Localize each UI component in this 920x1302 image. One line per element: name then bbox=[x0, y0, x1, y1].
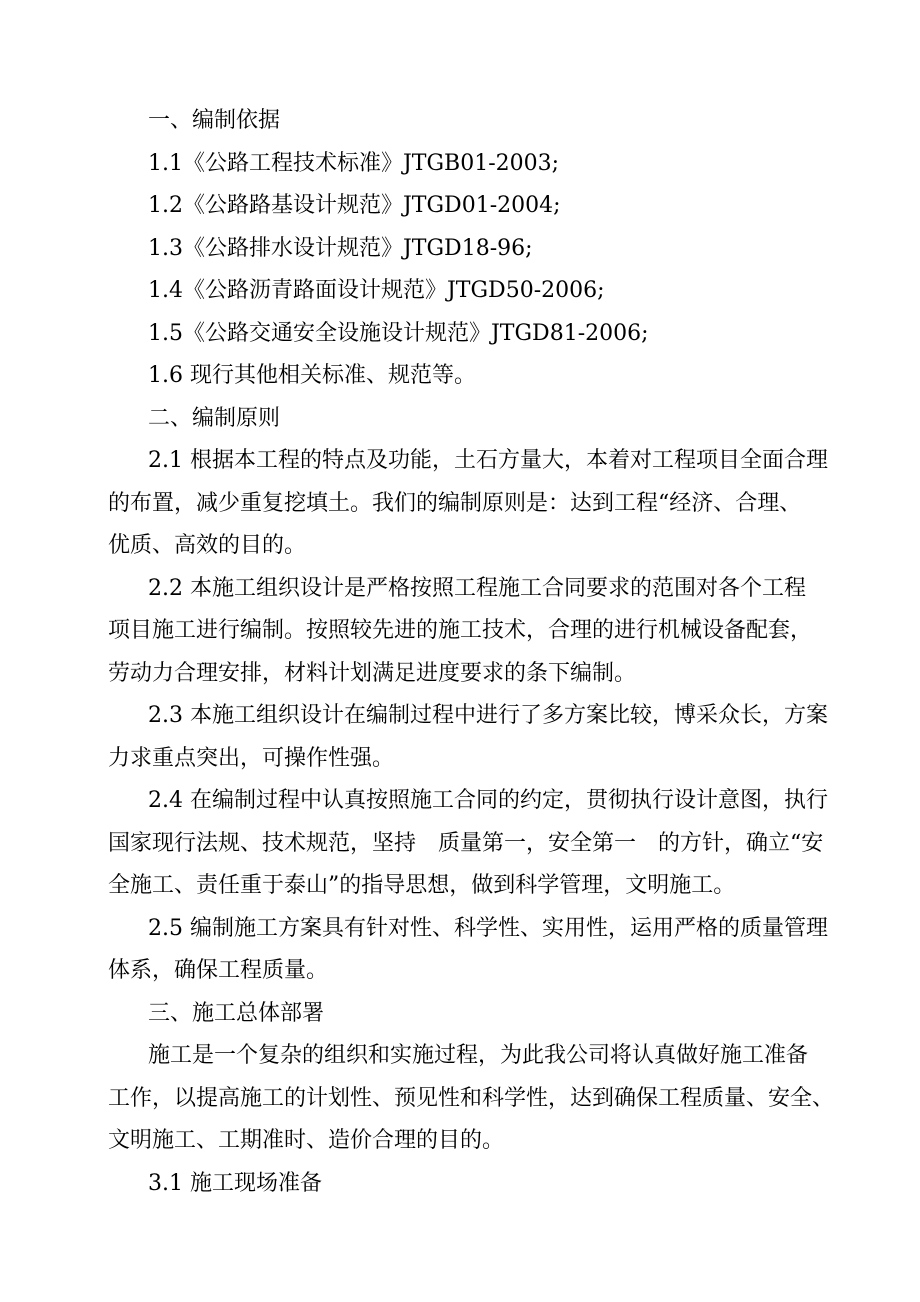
paragraph-line: 全施工、责任重于泰山”的指导思想，做到科学管理，文明施工。 bbox=[108, 873, 736, 898]
reference-item: 1.1《公路工程技术标准》JTGB01-2003; bbox=[148, 150, 560, 176]
paragraph-line: 国家现行法规、技术规范，坚持 质量第一，安全第一 的方针，确立“安 bbox=[108, 830, 824, 856]
paragraph-2-4 bbox=[108, 780, 828, 908]
paragraph-line: 项目施工进行编制。按照较先进的施工技术，合理的进行机械设备配套， bbox=[108, 618, 813, 643]
reference-item: 1.6 现行其他相关标准、规范等。 bbox=[148, 363, 476, 388]
subsection-heading-site-prep: 3.1 施工现场准备 bbox=[148, 1170, 322, 1196]
paragraph-line: 力求重点突出，可操作性强。 bbox=[108, 745, 395, 771]
paragraph-line: 体系，确保工程质量。 bbox=[108, 958, 329, 983]
paragraph-line: 2.5 编制施工方案具有针对性、科学性、实用性，运用严格的质量管理 bbox=[148, 915, 828, 941]
paragraph-line: 优质、高效的目的。 bbox=[108, 533, 307, 558]
paragraph-line: 施工是一个复杂的组织和实施过程，为此我公司将认真做好施工准备 bbox=[148, 1043, 809, 1068]
reference-item: 1.5《公路交通安全设施设计规范》JTGD81-2006; bbox=[148, 320, 649, 346]
section-heading-principles: 二、编制原则 bbox=[148, 405, 281, 431]
document-body bbox=[108, 100, 835, 1205]
paragraph-2-2 bbox=[108, 568, 812, 696]
paragraph-line: 2.4 在编制过程中认真按照施工合同的约定，贯彻执行设计意图，执行 bbox=[148, 788, 828, 813]
paragraph-line: 2.1 根据本工程的特点及功能，土石方量大，本着对工程项目全面合理 bbox=[148, 448, 828, 473]
reference-item: 1.3《公路排水设计规范》JTGD18-96; bbox=[148, 235, 533, 261]
paragraph-line: 2.3 本施工组织设计在编制过程中进行了多方案比较，博采众长，方案 bbox=[148, 703, 828, 728]
paragraph-line: 的布置，减少重复挖填土。我们的编制原则是：达到工程“经济、合理、 bbox=[108, 490, 802, 516]
paragraph-2-5 bbox=[108, 908, 828, 993]
reference-item: 1.4《公路沥青路面设计规范》JTGD50-2006; bbox=[148, 278, 605, 303]
reference-item: 1.2《公路路基设计规范》JTGD01-2004; bbox=[148, 193, 561, 218]
paragraph-line: 2.2 本施工组织设计是严格按照工程施工合同要求的范围对各个工程 bbox=[148, 575, 806, 601]
paragraph-line: 文明施工、工期准时、造价合理的目的。 bbox=[108, 1128, 505, 1153]
paragraph-line: 劳动力合理安排，材料计划满足进度要求的条下编制。 bbox=[108, 660, 637, 686]
paragraph-3 bbox=[108, 1035, 835, 1163]
paragraph-2-3 bbox=[108, 695, 828, 780]
section-heading-deployment: 三、施工总体部署 bbox=[148, 1000, 325, 1026]
paragraph-2-1 bbox=[108, 440, 828, 568]
section-heading-basis: 一、编制依据 bbox=[148, 108, 281, 133]
paragraph-line: 工作，以提高施工的计划性、预见性和科学性，达到确保工程质量、安全、 bbox=[108, 1085, 835, 1111]
